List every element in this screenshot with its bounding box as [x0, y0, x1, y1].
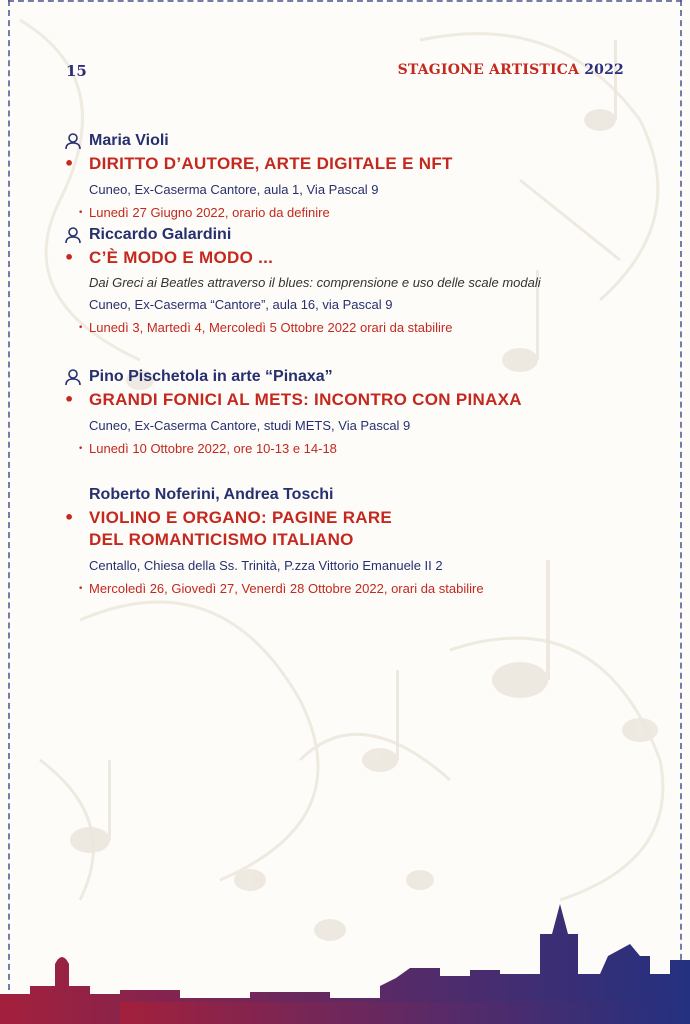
event-title: GRANDI FONICI AL METS: INCONTRO CON PINAXA	[89, 390, 522, 409]
speaker-name: Maria Violi	[89, 132, 169, 149]
title-row	[64, 247, 644, 269]
event-subtitle: Dai Greci ai Beatles attraverso il blues: comprensione e uso delle scale modali	[89, 275, 541, 290]
person-icon	[64, 368, 82, 386]
event-item	[64, 224, 644, 335]
bullet-icon: •	[64, 248, 75, 267]
title-row	[64, 389, 644, 411]
event-date: Lunedì 27 Giugno 2022, orario da definire	[89, 205, 330, 220]
speaker-row	[64, 366, 644, 388]
event-date: Lunedì 10 Ottobre 2022, ore 10-13 e 14-18	[89, 441, 337, 456]
bullet-icon: •	[78, 207, 84, 218]
event-title-line: DEL ROMANTICISMO ITALIANO	[89, 530, 354, 549]
bullet-icon: •	[64, 390, 75, 409]
speaker-row	[64, 484, 644, 506]
event-date: Lunedì 3, Martedì 4, Mercoledì 5 Ottobre 2022 orari da stabilire	[89, 320, 453, 335]
title-row	[64, 153, 644, 175]
event-item	[64, 130, 644, 220]
bullet-icon: •	[78, 583, 84, 594]
event-title-line: VIOLINO E ORGANO: PAGINE RARE	[89, 508, 393, 527]
date-row	[64, 205, 644, 220]
page-number: 15	[66, 62, 87, 80]
dashed-border-left	[8, 0, 10, 1000]
date-row	[64, 320, 644, 335]
event-item	[64, 366, 644, 456]
bullet-icon: •	[64, 154, 75, 173]
speaker-name: Riccardo Galardini	[89, 226, 232, 243]
season-header	[398, 62, 624, 78]
title-row	[64, 507, 644, 551]
season-label: STAGIONE ARTISTICA	[397, 62, 580, 78]
dashed-border-right	[680, 0, 682, 1000]
speaker-row	[64, 224, 644, 246]
speaker-row	[64, 130, 644, 152]
event-item	[64, 484, 644, 596]
date-row	[64, 581, 644, 596]
speaker-name: Pino Pischetola in arte “Pinaxa”	[89, 368, 333, 385]
event-title: C’È MODO E MODO ...	[89, 248, 274, 267]
event-location: Centallo, Chiesa della Ss. Trinità, P.zza Vittorio Emanuele II 2	[89, 558, 443, 573]
season-year: 2022	[584, 62, 624, 78]
person-icon	[64, 226, 82, 244]
bullet-icon: •	[78, 443, 84, 454]
speaker-name: Roberto Noferini, Andrea Toschi	[89, 486, 334, 503]
bullet-icon: •	[64, 508, 75, 527]
bullet-icon: •	[78, 322, 84, 333]
city-skyline	[0, 894, 690, 1024]
date-row	[64, 441, 644, 456]
event-location: Cuneo, Ex-Caserma Cantore, aula 1, Via Pascal 9	[89, 182, 379, 197]
dashed-border-top	[8, 0, 682, 2]
event-date: Mercoledì 26, Giovedì 27, Venerdì 28 Ottobre 2022, orari da stabilire	[89, 581, 484, 596]
event-title	[89, 507, 392, 551]
event-location: Cuneo, Ex-Caserma “Cantore”, aula 16, via Pascal 9	[89, 297, 393, 312]
person-icon	[64, 132, 82, 150]
event-location: Cuneo, Ex-Caserma Cantore, studi METS, Via Pascal 9	[89, 418, 411, 433]
event-title: DIRITTO D’AUTORE, ARTE DIGITALE E NFT	[89, 154, 453, 173]
